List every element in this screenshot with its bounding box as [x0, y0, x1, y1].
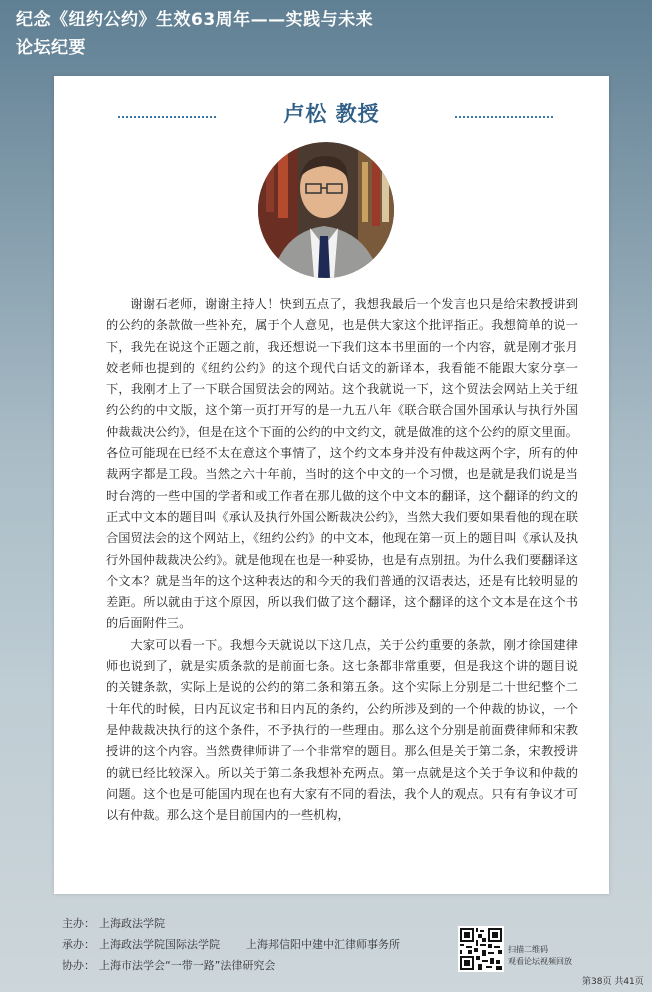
transcript-text	[106, 294, 578, 826]
co-organizer-label: 协办：	[62, 959, 95, 972]
organizer-label: 承办：	[62, 938, 95, 951]
host-row	[62, 913, 404, 934]
qr-caption	[508, 944, 572, 968]
page-number: 第38页 共41页	[582, 977, 644, 987]
header-title: 纪念《纽约公约》生效63周年——实践与未来	[16, 10, 374, 30]
page-header	[16, 6, 373, 62]
footer	[62, 913, 404, 976]
qr-caption-line-2: 观看论坛视频回放	[508, 957, 572, 966]
host-name: 上海政法学院	[99, 917, 165, 930]
organizer-name-1: 上海政法学院国际法学院	[99, 938, 220, 951]
organizer-row	[62, 934, 404, 955]
paragraph: 大家可以看一下。我想今天就说以下这几点，关于公约重要的条款，刚才徐国建律师也说到了，就是实质条款的是前面七条。这七条都非常重要，但是我这个讲的题目说的关键条款，实际上是说的公约的第二条和第五条。这个实际上分别是二十世纪整个二十年代的时候，日内瓦议定书和日内瓦的条约，公约所涉及到的一个仲裁的协议，一个是仲裁裁决执行的这个条件，不予执行的一些理由。那么这个分别是前面费律师和宋教授讲的这个内容。当然费律师讲了一个非常窄的题目。那么但是关于第二条，宋教授讲的就已经比较深入。所以关于第二条我想补充两点。第一点就是这个关于争议和仲裁的问题。这个也是可能国内现在也有大家有不同的看法，我个人的观点。只有有争议才可以有仲裁。那么这个是目前国内的一些机构，	[106, 637, 578, 823]
qr-code-icon[interactable]	[458, 926, 504, 972]
qr-caption-line-1: 扫描二维码	[508, 945, 548, 954]
paragraph: 谢谢石老师，谢谢主持人！快到五点了，我想我最后一个发言也只是给宋教授讲到的公约的条款做一些补充，属于个人意见，也是供大家这个批评指正。我想简单的说一下，我先在说这个正题之前，我还想说一下我们这本书里面的一个内容，就是刚才张月姣老师也提到的《纽约公约》的这个现代白话文的新译本，我看能不能跟大家分享一下，我刚才上了一下联合国贸法会的网站。这个我就说一下，这个贸法会网站上关于纽约公约的中文版，这个第一页打开写的是一九五八年《联合联合国外国承认与执行外国仲裁裁决公约》，但是在这个下面的公约的中文约文，就是做准的这个公约的原文里面。各位可能现在已经不太在意这个事情了，这个约文本身并没有仲裁这两个字，所有的仲裁两字都是工段。当然之六十年前，当时的这个中文的一个习惯，也是就是我们说是当时台湾的一些中国的学者和或工作者在那儿做的这个中文本的翻译，这个翻译的约文的正式中文本的题目叫《承认及执行外国公断裁决公约》，当然大我们要如果看他的现在联合国贸法会的这个网站上，《纽约公约》的中文本，他现在第一页上的题目叫《承认及执行外国仲裁裁决公约》。就是他现在也是一种妥协，也是有点别扭。为什么我们要翻译这个文本？就是当年的这个这种表达的和今天的我们普通的汉语表达，还是有比较明显的差距。所以就由于这个原因，所以我们做了这个翻译，这个翻译的这个文本是在这个书的后面附件三。	[106, 297, 578, 631]
speaker-name: 卢松 教授	[283, 102, 380, 126]
host-label: 主办：	[62, 917, 95, 930]
organizer-name-2: 上海邦信阳中建中汇律师事务所	[246, 938, 400, 951]
co-organizer-row	[62, 955, 404, 976]
content-card	[54, 76, 609, 894]
header-subtitle: 论坛纪要	[16, 38, 86, 58]
co-organizer-name: 上海市法学会“一带一路”法律研究会	[99, 959, 276, 972]
divider-right	[455, 116, 553, 118]
speaker-heading	[54, 98, 609, 132]
speaker-portrait	[258, 142, 394, 278]
